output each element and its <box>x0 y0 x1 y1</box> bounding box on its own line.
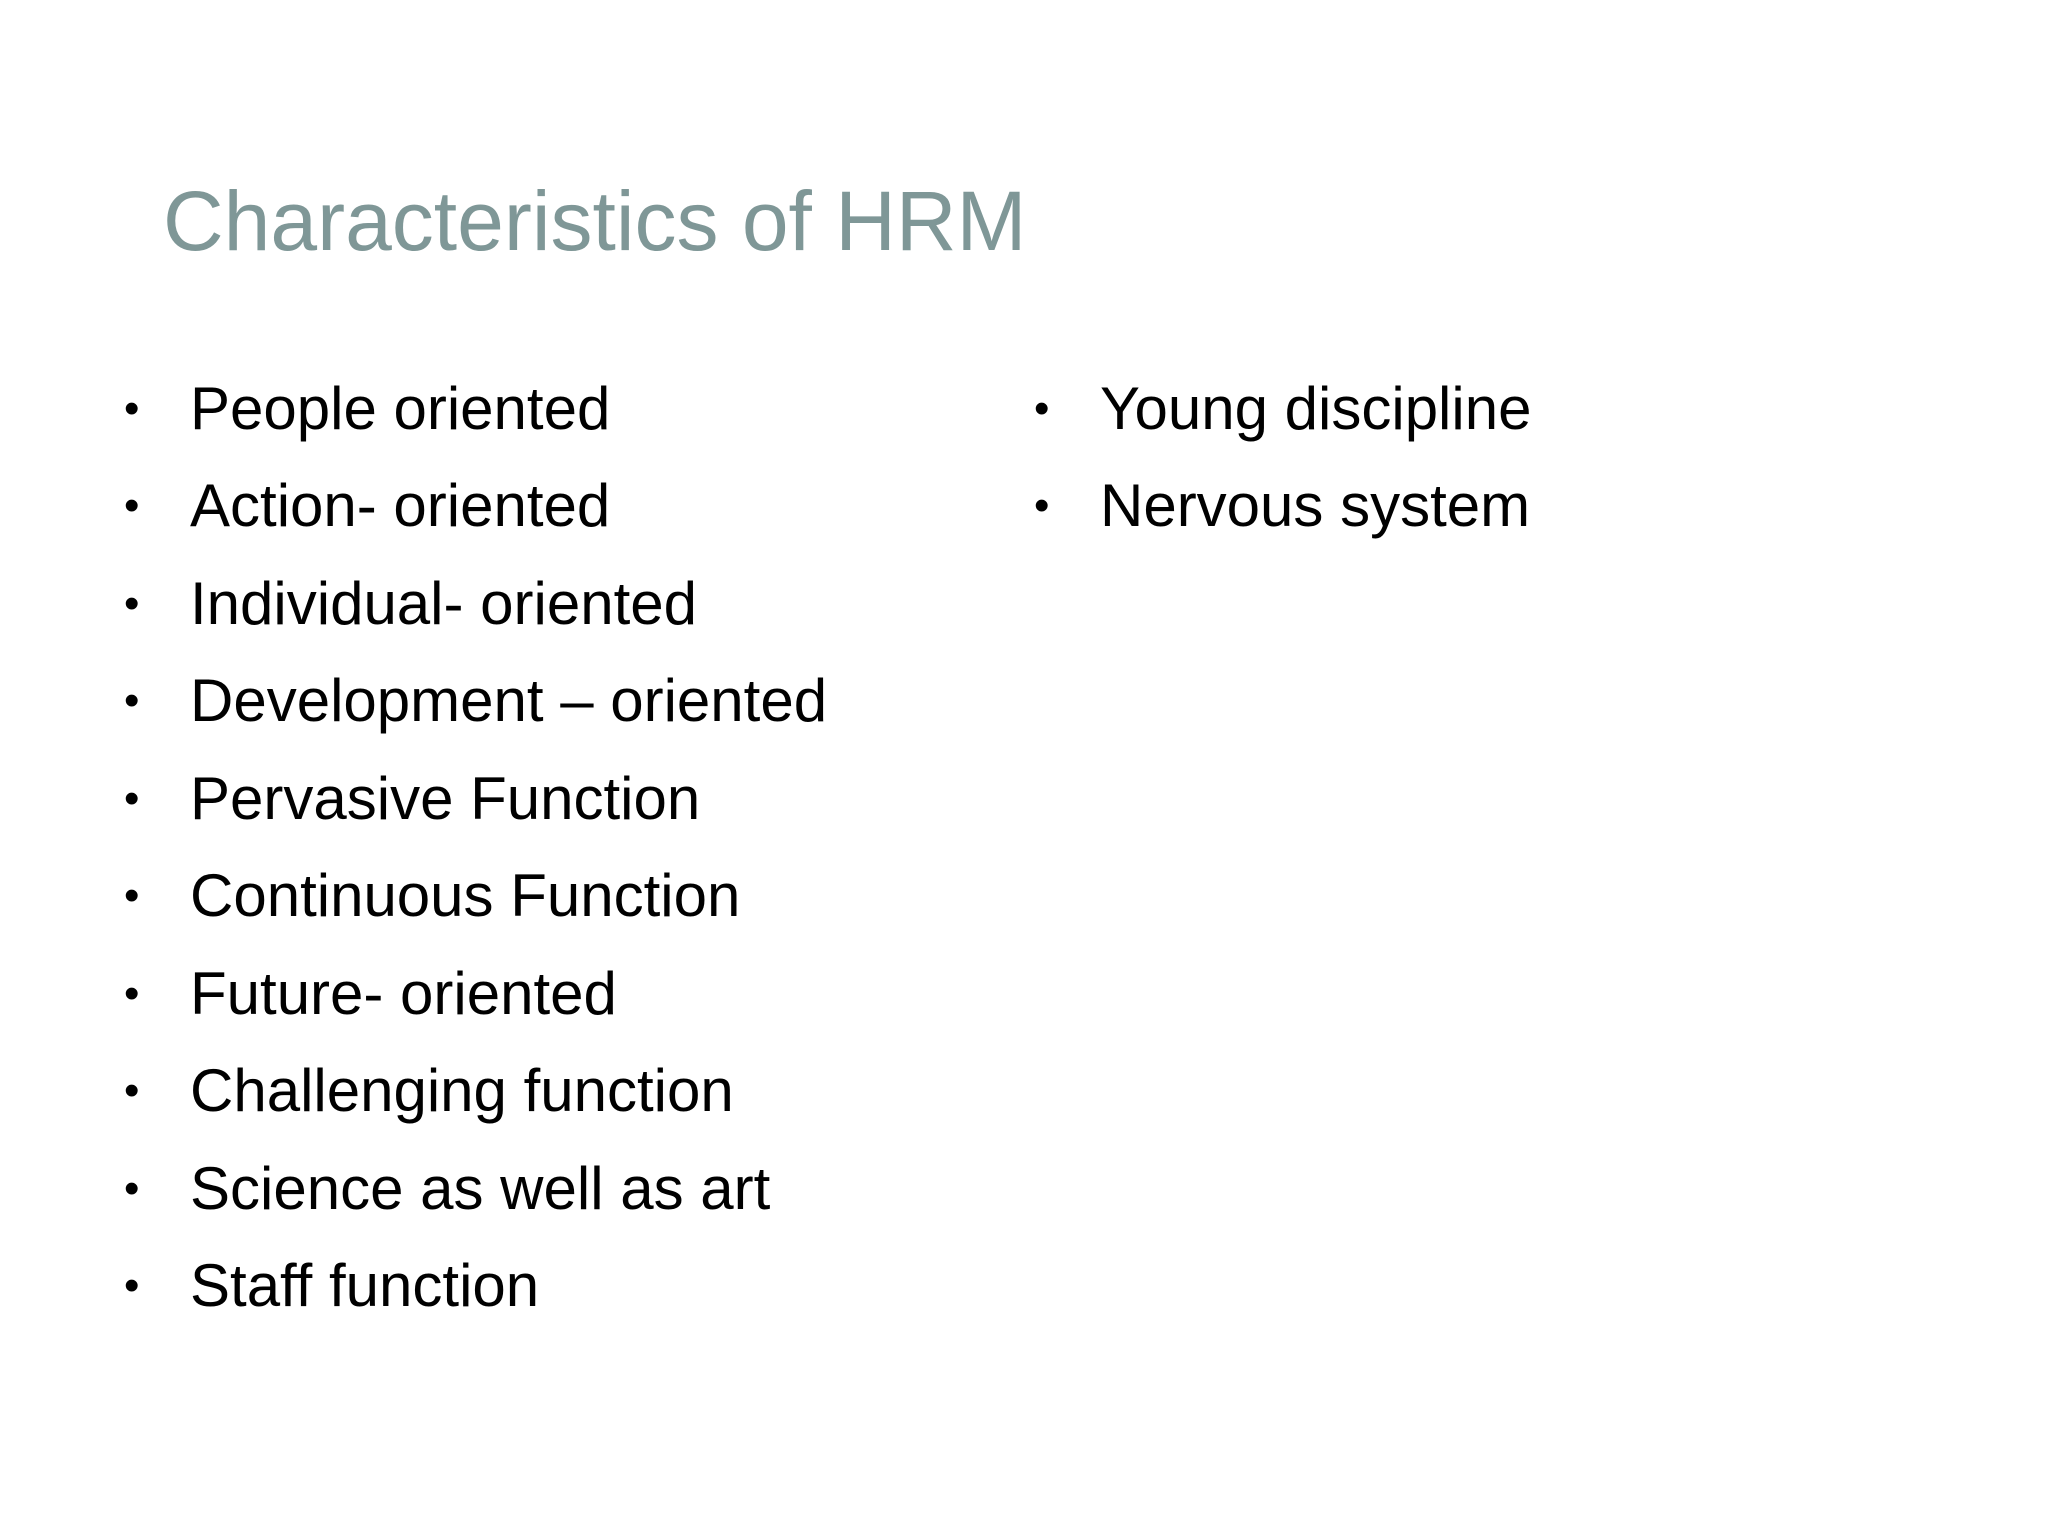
list-item <box>120 555 1000 653</box>
list-item-label: Challenging function <box>190 1057 734 1125</box>
list-item <box>120 653 1000 751</box>
bullet-icon: • <box>124 1066 140 1116</box>
list-item-label: Future- oriented <box>190 959 617 1027</box>
list-item-label: Development – oriented <box>190 667 828 735</box>
list-item <box>120 1238 1000 1336</box>
list-item <box>120 1140 1000 1238</box>
bullet-icon: • <box>124 676 140 726</box>
bullet-icon: • <box>1034 481 1050 531</box>
bullet-icon: • <box>124 481 140 531</box>
list-item-label: Individual- oriented <box>190 569 697 637</box>
list-item-label: People oriented <box>190 374 611 442</box>
list-item <box>120 1043 1000 1141</box>
list-item <box>1030 458 1910 556</box>
list-item <box>120 458 1000 556</box>
list-item-label: Action- oriented <box>190 472 611 540</box>
list-item-label: Science as well as art <box>190 1154 771 1222</box>
bullet-icon: • <box>124 578 140 628</box>
bullet-icon: • <box>124 1261 140 1311</box>
bullet-list-right <box>1030 360 1910 555</box>
bullet-icon: • <box>124 968 140 1018</box>
bullet-icon: • <box>1034 383 1050 433</box>
list-item-label: Staff function <box>190 1252 540 1320</box>
bullet-icon: • <box>124 383 140 433</box>
list-item <box>120 750 1000 848</box>
bullet-icon: • <box>124 773 140 823</box>
list-item-label: Nervous system <box>1100 472 1531 540</box>
slide-title: Characteristics of HRM <box>163 174 1027 268</box>
list-item <box>120 848 1000 946</box>
list-item-label: Pervasive Function <box>190 764 701 832</box>
list-item <box>1030 360 1910 458</box>
list-item <box>120 360 1000 458</box>
list-item-label: Continuous Function <box>190 862 741 930</box>
bullet-list-left <box>120 360 1000 1335</box>
list-item-label: Young discipline <box>1100 374 1532 442</box>
bullet-icon: • <box>124 1163 140 1213</box>
bullet-icon: • <box>124 871 140 921</box>
list-item <box>120 945 1000 1043</box>
